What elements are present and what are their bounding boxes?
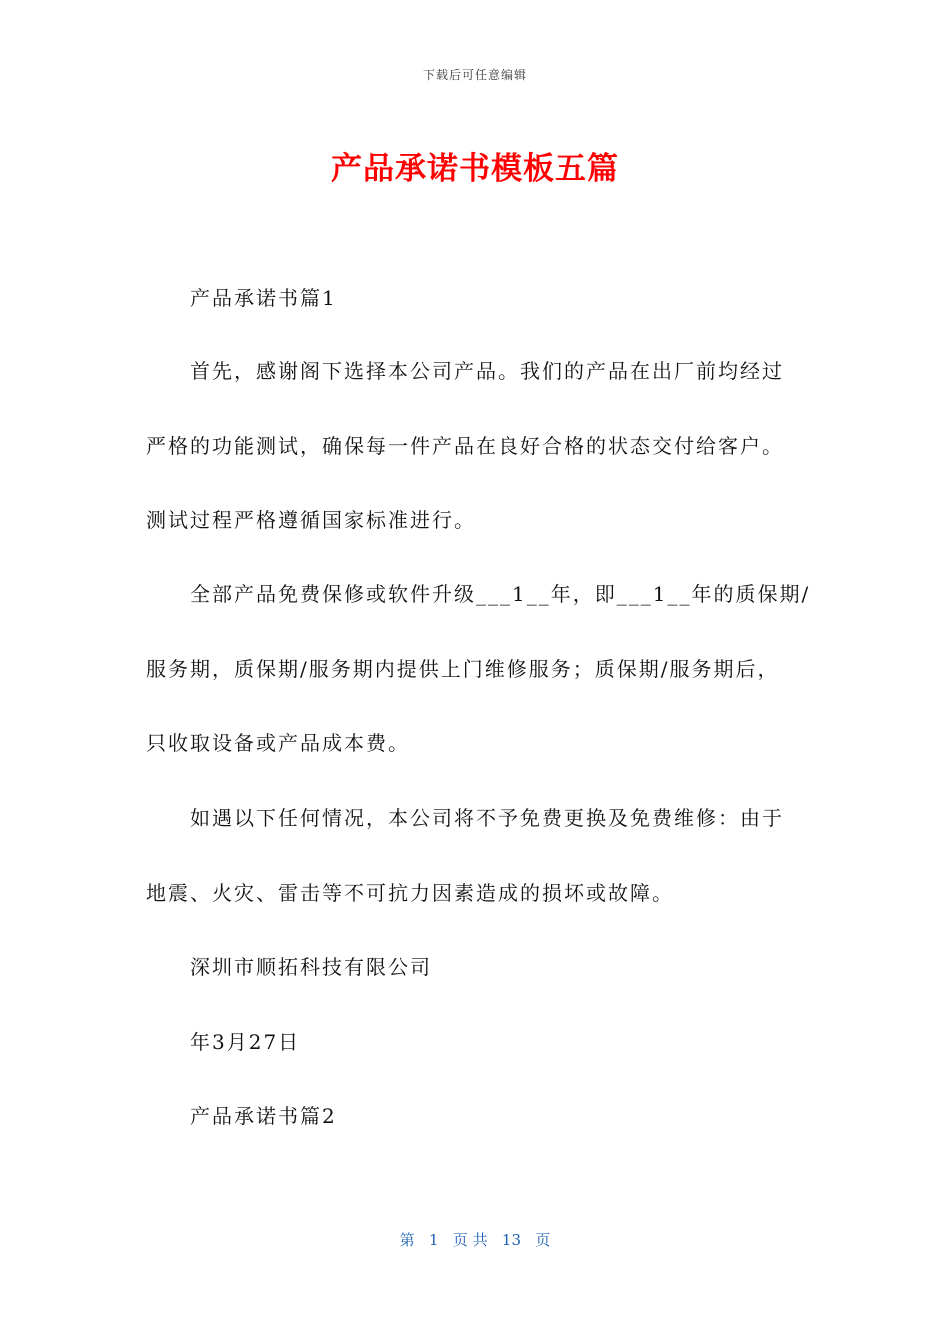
- section-heading-1: 产品承诺书篇1: [190, 286, 337, 310]
- footer-prefix: 第: [399, 1231, 415, 1249]
- section-heading-2: 产品承诺书篇2: [190, 1104, 337, 1128]
- footer-suffix: 页: [535, 1231, 551, 1249]
- footer-middle: 页 共: [452, 1231, 488, 1249]
- paragraph-line: 只收取设备或产品成本费。: [146, 731, 410, 755]
- paragraph-line: 全部产品免费保修或软件升级___1__年，即___1__年的质保期/: [190, 582, 811, 606]
- footer-total-pages: 13: [501, 1231, 522, 1249]
- date-line: 年3月27日: [190, 1030, 301, 1054]
- document-title: 产品承诺书模板五篇: [331, 151, 619, 187]
- paragraph-line: 测试过程严格遵循国家标准进行。: [146, 508, 476, 532]
- company-name: 深圳市顺拓科技有限公司: [190, 955, 432, 979]
- paragraph-line: 如遇以下任何情况，本公司将不予免费更换及免费维修：由于: [190, 806, 784, 830]
- paragraph-line: 服务期，质保期/服务期内提供上门维修服务；质保期/服务期后，: [146, 657, 780, 681]
- paragraph-line: 首先，感谢阁下选择本公司产品。我们的产品在出厂前均经过: [190, 359, 784, 383]
- page-footer: [0, 1229, 950, 1250]
- paragraph-line: 严格的功能测试，确保每一件产品在良好合格的状态交付给客户。: [146, 434, 784, 458]
- footer-page-number: 1: [428, 1231, 439, 1249]
- page-header-note: 下载后可任意编辑: [422, 68, 527, 82]
- paragraph-line: 地震、火灾、雷击等不可抗力因素造成的损坏或故障。: [146, 881, 674, 905]
